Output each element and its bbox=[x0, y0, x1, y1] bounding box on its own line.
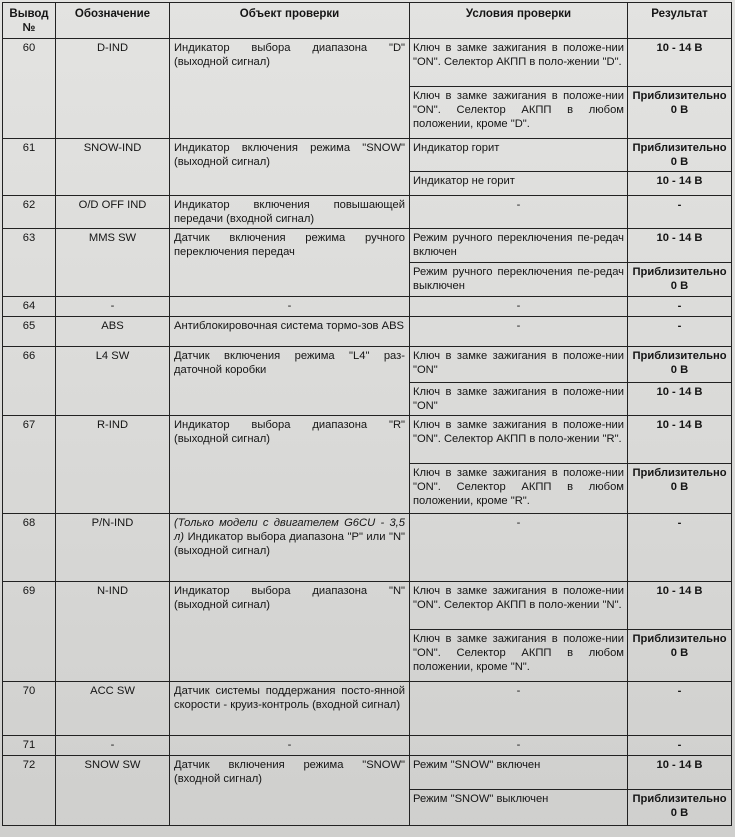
check-condition: Ключ в замке зажигания в положе-нии "ON". Селектор АКПП в поло-жении "R". bbox=[410, 416, 628, 464]
check-condition: - bbox=[410, 736, 628, 756]
check-condition: Ключ в замке зажигания в положе-нии "ON". Селектор АКПП в поло-жении "N". bbox=[410, 582, 628, 630]
check-object: Индикатор включения режима "SNOW" (выходной сигнал) bbox=[170, 139, 410, 196]
signal-designation: R-IND bbox=[56, 416, 170, 514]
check-object: Антиблокировочная система тормо-зов ABS bbox=[170, 317, 410, 347]
signal-designation: L4 SW bbox=[56, 347, 170, 416]
check-object bbox=[170, 514, 410, 582]
signal-designation: N-IND bbox=[56, 582, 170, 682]
signal-designation: - bbox=[56, 736, 170, 756]
check-result: 10 - 14 В bbox=[628, 383, 732, 416]
check-result: 10 - 14 В bbox=[628, 756, 732, 790]
pin-number: 66 bbox=[3, 347, 56, 416]
check-condition: - bbox=[410, 514, 628, 582]
table-header-row bbox=[3, 3, 732, 39]
check-result: 10 - 14 В bbox=[628, 39, 732, 87]
check-condition: Ключ в замке зажигания в положе-нии "ON" bbox=[410, 347, 628, 383]
check-condition: Ключ в замке зажигания в положе-нии "ON". Селектор АКПП в любом положении, кроме "R". bbox=[410, 464, 628, 514]
check-condition: - bbox=[410, 297, 628, 317]
check-result: 10 - 14 В bbox=[628, 229, 732, 263]
check-result: Приблизительно 0 В bbox=[628, 790, 732, 826]
check-object: Индикатор выбора диапазона "R" (выходной сигнал) bbox=[170, 416, 410, 514]
signal-designation: ABS bbox=[56, 317, 170, 347]
check-condition: Режим "SNOW" выключен bbox=[410, 790, 628, 826]
pin-number: 61 bbox=[3, 139, 56, 196]
check-result: Приблизительно 0 В bbox=[628, 464, 732, 514]
check-object: Индикатор выбора диапазона "N" (выходной сигнал) bbox=[170, 582, 410, 682]
check-condition: Режим ручного переключения пе-редач включен bbox=[410, 229, 628, 263]
check-condition: Режим "SNOW" включен bbox=[410, 756, 628, 790]
check-condition: - bbox=[410, 682, 628, 736]
signal-designation: P/N-IND bbox=[56, 514, 170, 582]
table-row bbox=[3, 756, 732, 790]
pin-number: 65 bbox=[3, 317, 56, 347]
check-result: - bbox=[628, 736, 732, 756]
check-object: Индикатор включения повышающей передачи (входной сигнал) bbox=[170, 196, 410, 229]
signal-designation: SNOW SW bbox=[56, 756, 170, 826]
signal-designation: SNOW-IND bbox=[56, 139, 170, 196]
check-condition: Режим ручного переключения пе-редач выключен bbox=[410, 263, 628, 297]
table-row bbox=[3, 317, 732, 347]
pin-number: 64 bbox=[3, 297, 56, 317]
pin-number: 70 bbox=[3, 682, 56, 736]
header-object: Объект проверки bbox=[170, 3, 410, 39]
table-row bbox=[3, 196, 732, 229]
check-condition: - bbox=[410, 317, 628, 347]
signal-designation: O/D OFF IND bbox=[56, 196, 170, 229]
header-pin: Вывод № bbox=[3, 3, 56, 39]
check-result: - bbox=[628, 514, 732, 582]
pin-number: 60 bbox=[3, 39, 56, 139]
check-condition: Ключ в замке зажигания в положе-нии "ON". Селектор АКПП в любом положении, кроме "N". bbox=[410, 630, 628, 682]
model-note: (Только модели с двигателем G6CU - 3,5 л) bbox=[174, 517, 405, 543]
check-object: Датчик системы поддержания посто-янной скорости - круиз-контроль (входной сигнал) bbox=[170, 682, 410, 736]
check-object: Датчик включения режима "SNOW" (входной сигнал) bbox=[170, 756, 410, 826]
signal-designation: MMS SW bbox=[56, 229, 170, 297]
table-row bbox=[3, 297, 732, 317]
header-result: Результат bbox=[628, 3, 732, 39]
check-condition: - bbox=[410, 196, 628, 229]
table-row bbox=[3, 416, 732, 464]
check-result: - bbox=[628, 196, 732, 229]
pin-number: 68 bbox=[3, 514, 56, 582]
table-row bbox=[3, 139, 732, 172]
check-condition: Ключ в замке зажигания в положе-нии "ON". Селектор АКПП в любом положении, кроме "D". bbox=[410, 87, 628, 139]
signal-designation: ACC SW bbox=[56, 682, 170, 736]
table-row bbox=[3, 229, 732, 263]
header-designation: Обозначение bbox=[56, 3, 170, 39]
table-row bbox=[3, 682, 732, 736]
check-object: Датчик включения режима "L4" раз-даточной коробки bbox=[170, 347, 410, 416]
header-conditions: Условия проверки bbox=[410, 3, 628, 39]
check-result: Приблизительно 0 В bbox=[628, 630, 732, 682]
check-result: 10 - 14 В bbox=[628, 172, 732, 196]
check-result: Приблизительно 0 В bbox=[628, 263, 732, 297]
check-object: Индикатор выбора диапазона "D" (выходной сигнал) bbox=[170, 39, 410, 139]
check-result: Приблизительно 0 В bbox=[628, 139, 732, 172]
check-object: - bbox=[170, 297, 410, 317]
check-condition: Индикатор горит bbox=[410, 139, 628, 172]
check-object-text: Индикатор выбора диапазона "P" или "N" (выходной сигнал) bbox=[174, 531, 405, 557]
pin-number: 69 bbox=[3, 582, 56, 682]
check-object: - bbox=[170, 736, 410, 756]
table-row bbox=[3, 736, 732, 756]
table-row bbox=[3, 39, 732, 87]
pin-number: 72 bbox=[3, 756, 56, 826]
table-row bbox=[3, 582, 732, 630]
pin-number: 67 bbox=[3, 416, 56, 514]
check-result: 10 - 14 В bbox=[628, 416, 732, 464]
check-object: Датчик включения режима ручного переключения передач bbox=[170, 229, 410, 297]
pin-number: 71 bbox=[3, 736, 56, 756]
check-result: Приблизительно 0 В bbox=[628, 87, 732, 139]
pin-number: 62 bbox=[3, 196, 56, 229]
signal-designation: - bbox=[56, 297, 170, 317]
signal-designation: D-IND bbox=[56, 39, 170, 139]
pin-check-table bbox=[2, 2, 732, 826]
check-result: - bbox=[628, 682, 732, 736]
pin-number: 63 bbox=[3, 229, 56, 297]
check-condition: Индикатор не горит bbox=[410, 172, 628, 196]
check-condition: Ключ в замке зажигания в положе-нии "ON". Селектор АКПП в поло-жении "D". bbox=[410, 39, 628, 87]
table-row bbox=[3, 347, 732, 383]
table-row bbox=[3, 514, 732, 582]
check-result: 10 - 14 В bbox=[628, 582, 732, 630]
check-result: - bbox=[628, 297, 732, 317]
check-result: - bbox=[628, 317, 732, 347]
check-result: Приблизительно 0 В bbox=[628, 347, 732, 383]
check-condition: Ключ в замке зажигания в положе-нии "ON" bbox=[410, 383, 628, 416]
